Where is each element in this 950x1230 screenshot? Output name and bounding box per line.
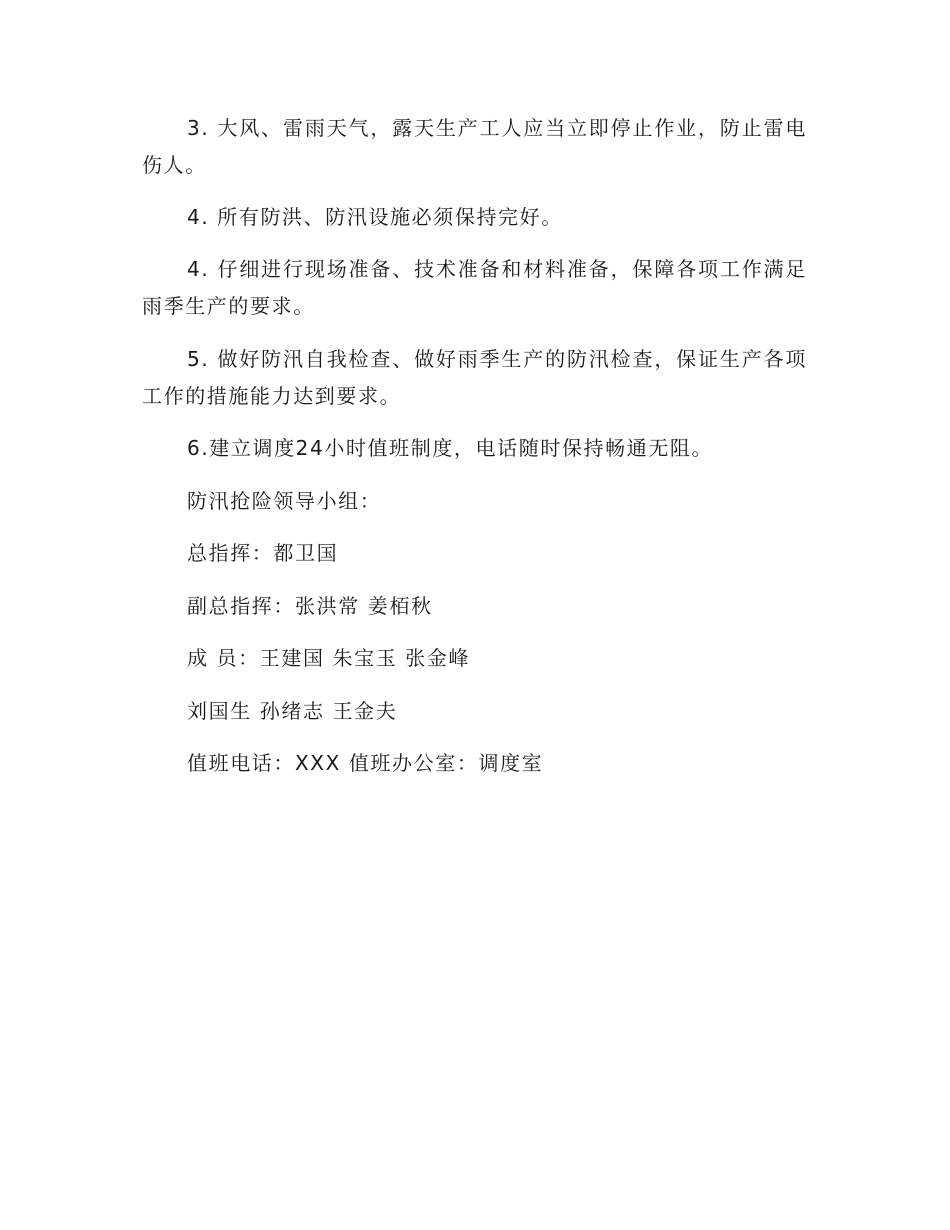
- paragraph-3-line-1: 3. 大风、雷雨天气，露天生产工人应当立即停止作业，防止雷电: [187, 116, 807, 140]
- paragraph-4b-line-2: 雨季生产的要求。: [142, 294, 315, 318]
- paragraph-5-line-2: 工作的措施能力达到要求。: [142, 384, 402, 408]
- paragraph-6: 6.建立调度24小时值班制度，电话随时保持畅通无阻。: [187, 436, 714, 460]
- paragraph-4: 4. 所有防洪、防汛设施必须保持完好。: [187, 205, 563, 229]
- paragraph-4b-line-1: 4. 仔细进行现场准备、技术准备和材料准备，保障各项工作满足: [187, 257, 807, 281]
- commander-line: 总指挥：都卫国: [187, 541, 339, 565]
- duty-contact-line: 值班电话：XXX 值班办公室：调度室: [187, 751, 544, 775]
- members-continued-line: 刘国生 孙绪志 王金夫: [187, 699, 398, 723]
- paragraph-5-line-1: 5. 做好防汛自我检查、做好雨季生产的防汛检查，保证生产各项: [187, 347, 807, 371]
- deputy-commander-line: 副总指挥：张洪常 姜栢秋: [187, 594, 433, 618]
- members-line: 成 员：王建国 朱宝玉 张金峰: [187, 646, 471, 670]
- paragraph-3-line-2: 伤人。: [142, 153, 207, 177]
- group-title: 防汛抢险领导小组：: [187, 489, 382, 513]
